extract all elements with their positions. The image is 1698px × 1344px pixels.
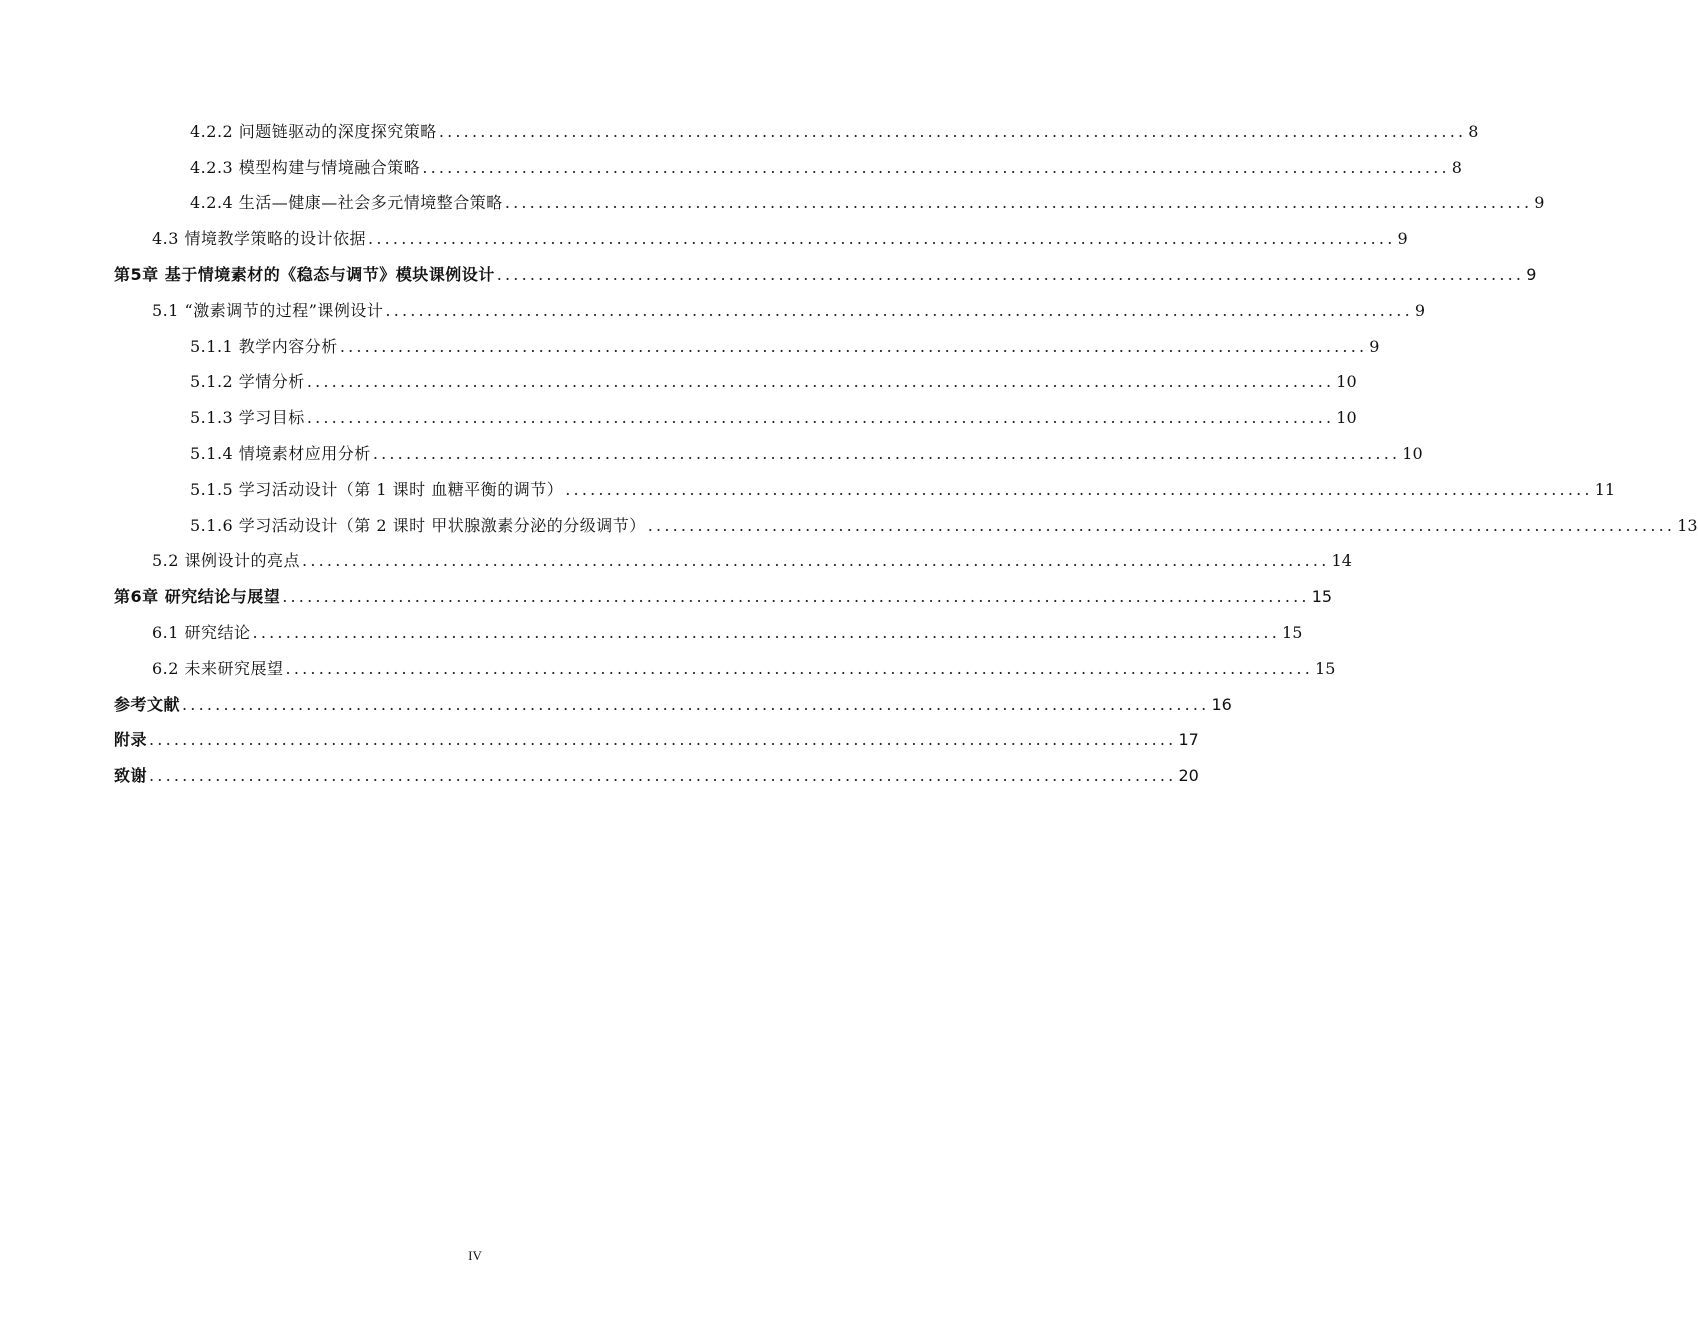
toc-entry-title: 4.2.3 模型构建与情境融合策略 (190, 157, 421, 177)
toc-entry[interactable] (114, 221, 1408, 257)
table-of-contents (114, 114, 1698, 794)
toc-leader-dots: ............................................................................................................................ (302, 551, 1330, 571)
toc-entry-page: 14 (1331, 551, 1352, 571)
toc-entry-title: 4.3 情境教学策略的设计依据 (152, 229, 367, 249)
toc-entry-page: 17 (1178, 730, 1199, 750)
toc-leader-dots: ............................................................................................................................ (496, 265, 1525, 285)
toc-leader-dots: ............................................................................................................................ (306, 372, 1335, 392)
toc-entry[interactable] (114, 293, 1426, 329)
toc-entry-page: 20 (1178, 766, 1199, 786)
toc-leader-dots: ............................................................................................................................ (252, 623, 1281, 643)
toc-entry-page: 9 (1414, 300, 1426, 320)
toc-entry-title: 5.1.1 教学内容分析 (190, 336, 338, 356)
toc-entry[interactable] (114, 365, 1357, 401)
toc-entry-title: 6.2 未来研究展望 (152, 658, 284, 678)
toc-chapter-entry[interactable] (114, 579, 1333, 615)
toc-chapter-entry[interactable] (114, 257, 1537, 293)
toc-leader-dots: ............................................................................................................................ (149, 766, 1177, 786)
toc-leader-dots: ............................................................................................................................ (422, 157, 1450, 177)
toc-entry-title: 5.1.4 情境素材应用分析 (190, 444, 371, 464)
toc-entry-title: 附录 (114, 730, 148, 750)
toc-entry[interactable] (114, 615, 1303, 651)
toc-entry-page: 13 (1677, 515, 1698, 535)
toc-chapter-entry[interactable] (114, 687, 1232, 723)
toc-entry[interactable] (114, 400, 1357, 436)
page-number: IV (468, 1248, 482, 1263)
toc-entry-title: 参考文献 (114, 694, 181, 714)
toc-entry-page: 9 (1526, 265, 1537, 285)
toc-entry-title: 5.1.3 学习目标 (190, 408, 305, 428)
toc-entry[interactable] (114, 114, 1479, 150)
toc-entry-page: 11 (1594, 479, 1616, 499)
toc-entry-title: 5.2 课例设计的亮点 (152, 551, 301, 571)
toc-leader-dots: ............................................................................................................................ (282, 587, 1310, 607)
toc-leader-dots: ............................................................................................................................ (372, 444, 1401, 464)
toc-leader-dots: ............................................................................................................................ (565, 479, 1593, 499)
toc-leader-dots: ............................................................................................................................ (385, 300, 1413, 320)
toc-entry[interactable] (114, 150, 1462, 186)
toc-entry-title: 6.1 研究结论 (152, 623, 251, 643)
toc-entry[interactable] (114, 186, 1545, 222)
toc-entry-page: 15 (1282, 623, 1303, 643)
toc-entry[interactable] (114, 508, 1698, 544)
toc-entry-page: 9 (1369, 336, 1380, 356)
toc-entry[interactable] (114, 329, 1380, 365)
toc-leader-dots: ............................................................................................................................ (306, 408, 1335, 428)
toc-leader-dots: ............................................................................................................................ (339, 336, 1368, 356)
toc-entry-title: 第5章 基于情境素材的《稳态与调节》模块课例设计 (114, 265, 495, 285)
toc-entry-page: 8 (1468, 121, 1479, 141)
toc-leader-dots: ............................................................................................................................ (149, 730, 1177, 750)
toc-leader-dots: ............................................................................................................................ (368, 229, 1396, 249)
toc-entry-title: 4.2.4 生活—健康—社会多元情境整合策略 (190, 193, 503, 213)
toc-entry-page: 15 (1315, 658, 1336, 678)
toc-entry[interactable] (114, 651, 1336, 687)
toc-entry[interactable] (114, 472, 1616, 508)
toc-entry-page: 8 (1451, 157, 1462, 177)
toc-leader-dots: ............................................................................................................................ (285, 658, 1314, 678)
toc-entry-title: 致谢 (114, 766, 148, 786)
toc-leader-dots: ............................................................................................................................ (438, 121, 1467, 141)
toc-entry-page: 10 (1402, 444, 1423, 464)
toc-leader-dots: ............................................................................................................................ (647, 515, 1676, 535)
toc-entry-page: 10 (1336, 408, 1357, 428)
toc-entry[interactable] (114, 544, 1352, 580)
toc-leader-dots: ............................................................................................................................ (182, 694, 1210, 714)
toc-entry-page: 9 (1397, 229, 1408, 249)
toc-entry-page: 15 (1311, 587, 1333, 607)
toc-entry-title: 5.1.6 学习活动设计（第 2 课时 甲状腺激素分泌的分级调节） (190, 515, 646, 535)
toc-chapter-entry[interactable] (114, 723, 1199, 759)
toc-entry-title: 第6章 研究结论与展望 (114, 587, 281, 607)
toc-chapter-entry[interactable] (114, 758, 1199, 794)
toc-entry-title: 5.1 “激素调节的过程”课例设计 (152, 300, 384, 320)
toc-entry[interactable] (114, 436, 1423, 472)
toc-entry-page: 16 (1211, 694, 1232, 714)
toc-entry-title: 5.1.5 学习活动设计（第 1 课时 血糖平衡的调节） (190, 479, 564, 499)
toc-entry-page: 9 (1534, 193, 1545, 213)
toc-entry-page: 10 (1336, 372, 1357, 392)
toc-entry-title: 5.1.2 学情分析 (190, 372, 305, 392)
toc-entry-title: 4.2.2 问题链驱动的深度探究策略 (190, 121, 437, 141)
toc-leader-dots: ............................................................................................................................ (504, 193, 1533, 213)
